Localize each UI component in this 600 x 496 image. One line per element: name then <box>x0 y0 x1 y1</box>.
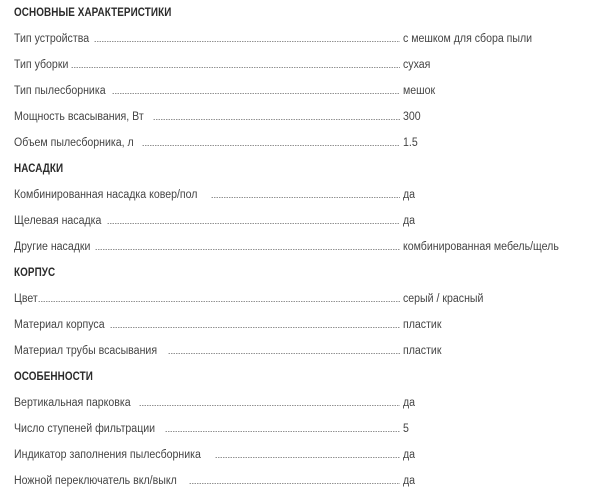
dotted-leader <box>189 483 400 484</box>
spec-label: Цвет <box>14 293 38 305</box>
spec-label: Тип пылесборника <box>14 85 106 97</box>
spec-label: Тип уборки <box>14 59 69 71</box>
dotted-leader <box>38 301 400 302</box>
section-title-features: ОСОБЕННОСТИ <box>14 371 93 383</box>
spec-value: с мешком для сбора пыли <box>403 33 533 45</box>
spec-row-cleaning-type <box>14 52 600 78</box>
spec-value: серый / красный <box>403 293 484 305</box>
dotted-leader <box>211 197 400 198</box>
spec-row-body-material <box>14 312 600 338</box>
spec-value: 1.5 <box>403 137 418 149</box>
spec-row-dust-container-volume <box>14 130 600 156</box>
dotted-leader <box>110 327 400 328</box>
dotted-leader <box>112 93 400 94</box>
spec-value: да <box>403 215 416 227</box>
spec-label: Комбинированная насадка ковер/пол <box>14 189 198 201</box>
spec-value: да <box>403 475 416 487</box>
dotted-leader <box>139 405 400 406</box>
spec-value: пластик <box>403 345 442 357</box>
dotted-leader <box>95 249 400 250</box>
spec-value: мешок <box>403 85 436 97</box>
spec-row-color <box>14 286 600 312</box>
spec-row-foot-switch <box>14 468 600 494</box>
section-title-main: ОСНОВНЫЕ ХАРАКТЕРИСТИКИ <box>14 7 172 19</box>
spec-row-combo-nozzle <box>14 182 600 208</box>
dotted-leader <box>142 145 400 146</box>
spec-row-vertical-parking <box>14 390 600 416</box>
spec-row-crevice-nozzle <box>14 208 600 234</box>
dotted-leader <box>107 223 400 224</box>
spec-label: Индикатор заполнения пылесборника <box>14 449 201 461</box>
section-title-body: КОРПУС <box>14 267 56 279</box>
spec-value: комбинированная мебель/щель <box>403 241 559 253</box>
spec-value: 5 <box>403 423 409 435</box>
dotted-leader <box>168 353 401 354</box>
spec-row-fill-indicator <box>14 442 600 468</box>
spec-label: Объем пылесборника, л <box>14 137 134 149</box>
spec-label: Щелевая насадка <box>14 215 102 227</box>
spec-label: Число ступеней фильтрации <box>14 423 156 435</box>
spec-label: Материал корпуса <box>14 319 105 331</box>
spec-label: Тип устройства <box>14 33 90 45</box>
spec-row-device-type <box>14 26 600 52</box>
section-title-attachments: НАСАДКИ <box>14 163 64 175</box>
spec-value: пластик <box>403 319 442 331</box>
spec-row-filtration-stages <box>14 416 600 442</box>
spec-value: 300 <box>403 111 421 123</box>
dotted-leader <box>71 67 400 68</box>
spec-label: Вертикальная парковка <box>14 397 131 409</box>
spec-value: сухая <box>403 59 431 71</box>
dotted-leader <box>153 119 400 120</box>
spec-row-dust-container-type <box>14 78 600 104</box>
spec-row-suction-power <box>14 104 600 130</box>
spec-label: Другие насадки <box>14 241 91 253</box>
spec-label: Материал трубы всасывания <box>14 345 158 357</box>
dotted-leader <box>165 431 400 432</box>
dotted-leader <box>94 41 400 42</box>
spec-label: Мощность всасывания, Вт <box>14 111 144 123</box>
spec-row-tube-material <box>14 338 600 364</box>
spec-value: да <box>403 397 416 409</box>
spec-value: да <box>403 189 416 201</box>
spec-row-other-nozzles <box>14 234 600 260</box>
spec-value: да <box>403 449 416 461</box>
dotted-leader <box>215 457 400 458</box>
spec-label: Ножной переключатель вкл/выкл <box>14 475 177 487</box>
